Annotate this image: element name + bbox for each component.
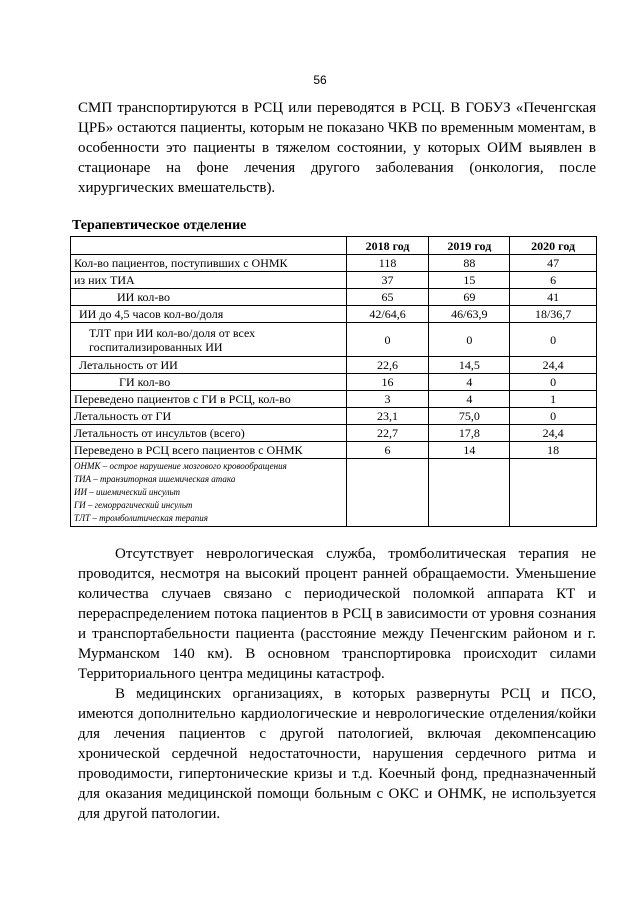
cell-value: 22,6 xyxy=(346,357,429,374)
cell-value: 18/36,7 xyxy=(510,306,597,323)
empty-cell xyxy=(429,459,510,527)
cell-value: 14 xyxy=(429,442,510,459)
cell-value: 4 xyxy=(429,374,510,391)
table-row xyxy=(71,289,597,306)
stroke-statistics-table xyxy=(70,236,597,527)
header-cell: 2020 год xyxy=(510,237,597,255)
cell-value: 41 xyxy=(510,289,597,306)
cell-value: 0 xyxy=(510,323,597,357)
cell-value: 0 xyxy=(510,408,597,425)
cell-value: 14,5 xyxy=(429,357,510,374)
empty-cell xyxy=(346,459,429,527)
cell-value: 16 xyxy=(346,374,429,391)
header-cell: 2019 год xyxy=(429,237,510,255)
cell-value: 3 xyxy=(346,391,429,408)
cell-value: 88 xyxy=(429,255,510,272)
cell-value: 75,0 xyxy=(429,408,510,425)
table-row xyxy=(71,442,597,459)
cell-value: 15 xyxy=(429,272,510,289)
table-row xyxy=(71,425,597,442)
cell-value: 0 xyxy=(346,323,429,357)
cell-value: 118 xyxy=(346,255,429,272)
cell-value: 18 xyxy=(510,442,597,459)
abbreviation-note: ТЛТ – тромболитическая терапия xyxy=(74,513,208,523)
table-header-row xyxy=(71,237,597,255)
cell-value: 17,8 xyxy=(429,425,510,442)
cell-value: 1 xyxy=(510,391,597,408)
paragraph-3: В медицинских организациях, в которых развернуты РСЦ и ПСО, имеются дополнительно кардиологические и неврологические отделения/койки для лечения пациентов с другой патологией, включая декомпенсацию хронической сердечной недостаточности, нарушения сердечного ритма и проводимости, гипертонические кризы и т.д. Коечный фонд, предназначенный для оказания медицинской помощи больным с ОКС и ОНМК, не используется для другой патологии. xyxy=(78,686,596,822)
cell-value: 6 xyxy=(346,442,429,459)
empty-cell xyxy=(510,459,597,527)
cell-value: 22,7 xyxy=(346,425,429,442)
row-label: ИИ до 4,5 часов кол-во/доля xyxy=(71,306,347,323)
header-cell xyxy=(71,237,347,255)
table-row xyxy=(71,272,597,289)
table-row xyxy=(71,255,597,272)
table-row xyxy=(71,374,597,391)
table-row xyxy=(71,323,597,357)
cell-value: 42/64,6 xyxy=(346,306,429,323)
page-number: 56 xyxy=(313,73,327,87)
table-row xyxy=(71,306,597,323)
row-label: ТЛТ при ИИ кол-во/доля от всех госпитализированных ИИ xyxy=(71,323,347,357)
cell-value: 0 xyxy=(429,323,510,357)
abbreviation-note: ТИА – транзиторная ишемическая атака xyxy=(74,474,236,484)
section-title: Терапевтическое отделение xyxy=(72,218,247,233)
row-label: из них ТИА xyxy=(71,272,347,289)
table-row xyxy=(71,408,597,425)
cell-value: 6 xyxy=(510,272,597,289)
cell-value: 4 xyxy=(429,391,510,408)
row-label: ГИ кол-во xyxy=(71,374,347,391)
row-label: ИИ кол-во xyxy=(71,289,347,306)
row-label: Летальность от инсультов (всего) xyxy=(71,425,347,442)
cell-value: 23,1 xyxy=(346,408,429,425)
row-label: Переведено в РСЦ всего пациентов с ОНМК xyxy=(71,442,347,459)
row-label: Летальность от ИИ xyxy=(71,357,347,374)
abbreviation-note: ГИ – геморрагический инсульт xyxy=(74,500,193,510)
cell-value: 24,4 xyxy=(510,357,597,374)
cell-value: 46/63,9 xyxy=(429,306,510,323)
cell-value: 0 xyxy=(510,374,597,391)
cell-value: 24,4 xyxy=(510,425,597,442)
abbreviations-legend xyxy=(71,459,347,527)
abbreviation-note: ОНМК – острое нарушение мозгового кровообращения xyxy=(74,461,287,471)
paragraph-2: Отсутствует неврологическая служба, тромболитическая терапия не проводится, несмотря на высокий процент ранней обращаемости. Уменьшение количества случаев связано с периодической поломкой аппарата КТ и перераспределением потока пациентов в РСЦ в зависимости от уровня сознания и транспортабельности пациента (расстояние между Печенгским районом и г. Мурманском 140 км). В основном транспортировка происходит силами Территориального центра медицины катастроф. xyxy=(78,546,596,682)
abbreviation-note: ИИ – ишемический инсульт xyxy=(74,487,180,497)
header-cell: 2018 год xyxy=(346,237,429,255)
row-label: Переведено пациентов с ГИ в РСЦ, кол-во xyxy=(71,391,347,408)
cell-value: 37 xyxy=(346,272,429,289)
table-row xyxy=(71,391,597,408)
cell-value: 69 xyxy=(429,289,510,306)
table-row xyxy=(71,357,597,374)
cell-value: 47 xyxy=(510,255,597,272)
paragraph-1: СМП транспортируются в РСЦ или переводятся в РСЦ. В ГОБУЗ «Печенгская ЦРБ» остаются пациенты, которым не показано ЧКВ по временным моментам, в особенности это пациенты в тяжелом состоянии, у которых ОИМ выявлен в стационаре на фоне лечения другого заболевания (онкология, после хирургических вмешательств). xyxy=(78,100,596,196)
table-notes-row xyxy=(71,459,597,527)
cell-value: 65 xyxy=(346,289,429,306)
row-label: Кол-во пациентов, поступивших с ОНМК xyxy=(71,255,347,272)
row-label: Летальность от ГИ xyxy=(71,408,347,425)
